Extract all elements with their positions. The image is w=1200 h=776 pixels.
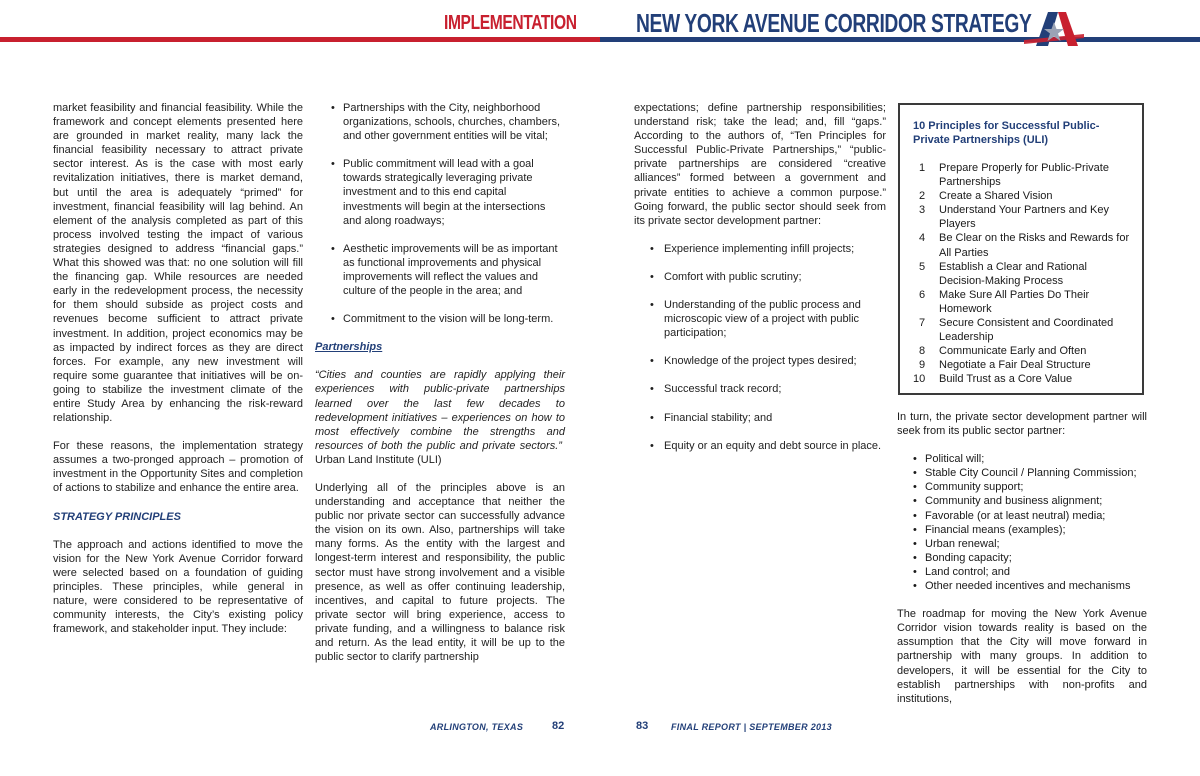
list-item: • Equity or an equity and debt source in place. (650, 439, 886, 453)
page-number-left: 82 (552, 720, 565, 732)
item-text: Create a Shared Vision (939, 190, 1053, 203)
principles-numbered-list (913, 161, 1130, 387)
item-number: 5 (919, 260, 926, 273)
list-item (913, 203, 1130, 231)
list-item: • Commitment to the vision will be long-term. (331, 312, 565, 326)
column-3 (634, 101, 886, 467)
item-text: Negotiate a Fair Deal Structure (939, 359, 1091, 372)
item-number: 8 (919, 345, 926, 358)
list-item: • Successful track record; (650, 382, 886, 396)
public-partner-list (897, 452, 1147, 593)
item-text: Be Clear on the Risks and Rewards for All Parties (939, 232, 1130, 259)
column-2 (315, 101, 565, 664)
item-text: Establish a Clear and Rational Decision-Making Process (939, 260, 1087, 287)
item-number: 10 (913, 373, 926, 386)
paragraph: Underlying all of the principles above is an understanding and acceptance that neither the public nor private sector can successfully advance the vision on its own. Also, partnerships will take many forms. As the entity with the largest and longest-term interest and responsibility, the public sector must have strong involvement and a visible presence, as well as offer continuing leadership, incentives, and capital to future projects. The private sector will bring experience, access to private funding, and a willingness to balance risk and return. As the lead entity, it will be up to the public sector to clarify partnership (315, 481, 565, 664)
list-item: • Financial means (examples); (913, 523, 1147, 537)
list-item: • Understanding of the public process and microscopic view of a project with public participation; (650, 298, 886, 340)
item-number: 4 (919, 232, 926, 245)
list-item: • Partnerships with the City, neighborhood organizations, schools, churches, chambers, and other government entities will be vital; (331, 101, 565, 143)
paragraph: market feasibility and financial feasibility. While the framework and concept elements presented here are grounded in market reality, many lack the financial feasibility necessary to attract private sector interest. As is the case with most early revitalization initiatives, there is market demand, but until the area is adequately “primed” for investment, financial feasibility will lag behind. An element of the analysis completed as part of this process involved testing the impact of various strategies designed to address “financial gaps.” What this showed was that: no one solution will fill the financing gap. While resources are needed early in the redevelopment process, the necessity for them should subside as project costs and revenues become sufficient to attract private investment. In addition, project economics may be as impacted by indirect forces as they are direct forces. For example, any new investment will require some guarantee that initiatives will be on-going to stabilize the investment climate of the entire Study Area by enhancing the risk-reward relationship. (53, 102, 303, 425)
item-number: 6 (919, 288, 926, 301)
list-item: • Community and business alignment; (913, 494, 1147, 508)
principles-list (315, 101, 565, 326)
list-item: • Political will; (913, 452, 1147, 466)
box-title: 10 Principles for Successful Public-Private Partnerships (ULI) (913, 120, 1100, 146)
list-item (913, 316, 1130, 344)
paragraph: For these reasons, the implementation strategy assumes a two-pronged approach – promotion of investment in the Opportunity Sites and completion of actions to stabilize and enhance the entire area. (53, 440, 303, 495)
list-item: • Financial stability; and (650, 411, 886, 425)
list-item: • Experience implementing infill projects; (650, 242, 886, 256)
private-partner-list (634, 242, 886, 453)
quote-source: Urban Land Institute (ULI) (315, 453, 442, 466)
item-number: 1 (919, 162, 926, 174)
item-number: 2 (919, 190, 926, 203)
document-title: NEW YORK AVENUE CORRIDOR STRATEGY (636, 8, 1032, 38)
list-item: • Community support; (913, 480, 1147, 494)
list-item: • Land control; and (913, 565, 1147, 579)
list-item (913, 161, 1130, 189)
item-text: Prepare Properly for Public-Private Partnerships (939, 162, 1109, 189)
list-item: • Other needed incentives and mechanisms (913, 579, 1147, 593)
list-item (913, 288, 1130, 316)
section-title: IMPLEMENTATION (444, 12, 577, 34)
list-item: • Aesthetic improvements will be as important as functional improvements and physical improvements will reflect the values and culture of the people in the area; and (331, 242, 565, 298)
list-item: • Public commitment will lead with a goal towards strategically leveraging private investment and to this end capital investments will begin at the intersections and along roadways; (331, 157, 565, 227)
item-text: Build Trust as a Core Value (939, 373, 1073, 386)
arlington-logo-icon (1024, 10, 1084, 46)
item-text: Understand Your Partners and Key Players (939, 204, 1110, 231)
footer-right-label: FINAL REPORT | SEPTEMBER 2013 (671, 722, 832, 732)
item-text: Make Sure All Parties Do Their Homework (939, 288, 1090, 315)
paragraph: expectations; define partnership responsibilities; understand risk; take the lead; and, fill “gaps.” According to the authors of, “Ten Principles for Successful Public-Private Partnerships,” “public-private partnerships are considered “creative alliances” formed between a government and private entities to achieve a common purpose.” Going forward, the public sector should seek from its private sector development partner: (634, 102, 886, 227)
list-item: • Urban renewal; (913, 537, 1147, 551)
list-item: • Knowledge of the project types desired; (650, 354, 886, 368)
item-number: 7 (919, 317, 926, 330)
list-item: • Favorable (or at least neutral) media; (913, 509, 1147, 523)
column-4 (897, 410, 1147, 706)
list-item (913, 372, 1130, 386)
paragraph: The roadmap for moving the New York Avenue Corridor vision towards reality is based on the assumption that the City will move forward in partnership with many groups. In addition to developers, it will be essential for the City to establish partnerships with non-profits and institutions, (897, 608, 1147, 705)
item-number: 9 (919, 359, 926, 372)
list-item (913, 344, 1130, 358)
list-item (913, 260, 1130, 288)
list-item: • Comfort with public scrutiny; (650, 270, 886, 284)
item-text: Communicate Early and Often (939, 345, 1087, 358)
list-item: • Bonding capacity; (913, 551, 1147, 565)
list-item: • Stable City Council / Planning Commission; (913, 466, 1147, 480)
list-item (913, 189, 1130, 203)
paragraph: The approach and actions identified to move the vision for the New York Avenue Corridor forward were selected based on a foundation of guiding principles. These principles, while general in nature, were considered to be representative of community interests, the City’s existing policy framework, and stakeholder input. They include: (53, 538, 303, 636)
column-1 (53, 101, 303, 636)
item-text: Secure Consistent and Coordinated Leadership (939, 317, 1114, 344)
section-heading: Partnerships (315, 341, 383, 354)
paragraph: In turn, the private sector development partner will seek from its public sector partner: (897, 411, 1147, 438)
quote-text: “Cities and counties are rapidly applying their experiences with public-private partnerships learned over the last few decades to redevelopment initiatives – experiences on how to most effectively combine the strengths and resources of both the public and private sectors.” (315, 369, 565, 452)
principles-box (898, 103, 1144, 395)
footer-left-label: ARLINGTON, TEXAS (430, 722, 524, 732)
page-number-right: 83 (636, 720, 649, 732)
list-item (913, 358, 1130, 372)
header-bar-red (0, 37, 600, 42)
item-number: 3 (919, 204, 926, 217)
quote-paragraph (315, 368, 565, 467)
list-item (913, 231, 1130, 259)
section-heading: STRATEGY PRINCIPLES (53, 510, 181, 523)
